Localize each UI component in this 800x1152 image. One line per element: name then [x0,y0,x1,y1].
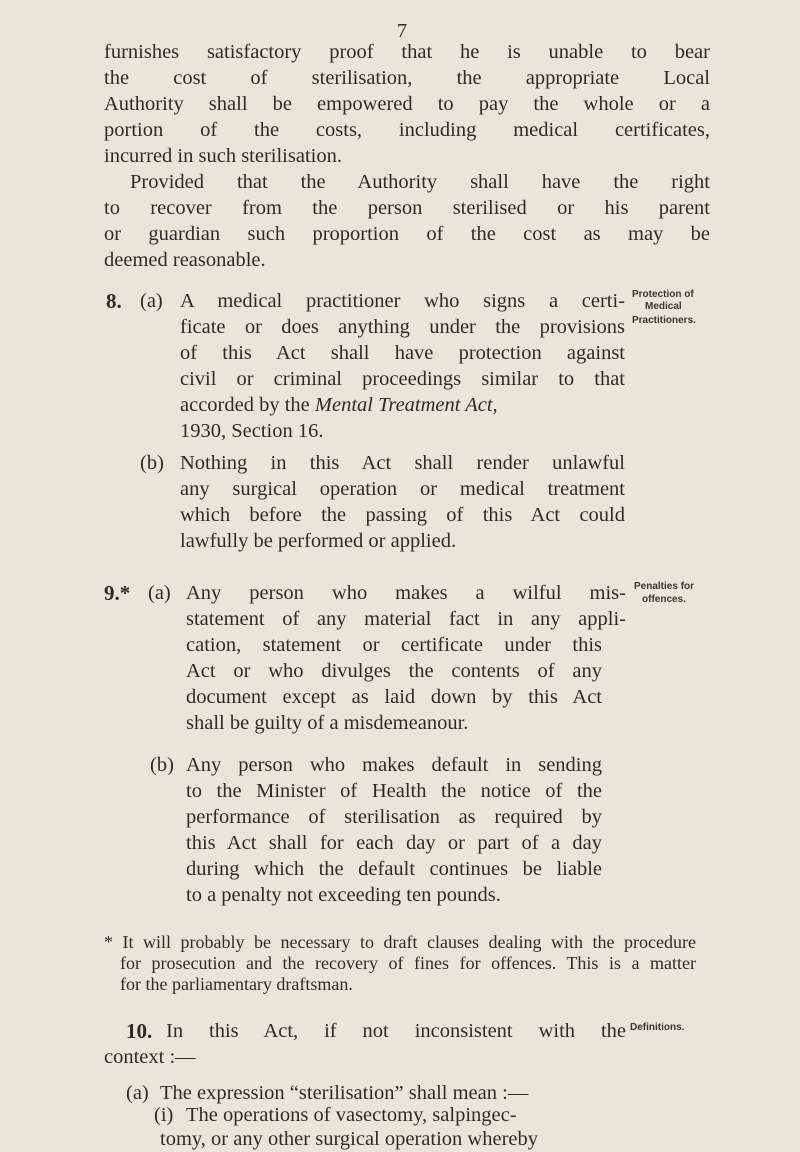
text-line: or guardian such proportion of the cost as may be [104,223,710,245]
section-number: 10. [126,1019,153,1043]
text-line: statement of any material fact in any appli- [186,608,626,630]
text-line: during which the default continues be liable [186,858,602,880]
clause-label: (b) [150,754,174,776]
text-line: ficate or does anything under the provisions [180,316,625,338]
section-number: 8. [106,289,122,313]
text-line: furnishes satisfactory proof that he is unable to bear [104,41,710,63]
text-fragment: accorded by the [180,394,310,416]
text-line: lawfully be performed or applied. [180,530,457,552]
clause-label: (b) [140,452,164,474]
text-line: performance of sterilisation as required by [186,806,602,828]
clause-label: (i) [154,1104,174,1126]
text-line: tomy, or any other surgical operation whereby [160,1128,538,1150]
text-line: to the Minister of Health the notice of the [186,780,602,802]
text-line [180,392,498,418]
text-line: The expression “sterilisation” shall mean :— [160,1082,529,1104]
text-line: portion of the costs, including medical certificates, [104,119,710,141]
text-line: Any person who makes default in sending [186,754,602,776]
text-line: this Act shall for each day or part of a day [186,832,602,854]
text-line: context :— [104,1046,196,1068]
text-line: shall be guilty of a misdemeanour. [186,712,469,734]
margin-note: Definitions. [630,1022,685,1033]
footnote-line: * It will probably be necessary to draft clauses dealing with the procedure [104,932,696,952]
text-line: Authority shall be empowered to pay the whole or a [104,93,710,115]
text-line: incurred in such sterilisation. [104,145,342,167]
clause-label: (a) [140,290,163,312]
margin-note: Medical [645,301,682,312]
text-line: Any person who makes a wilful mis- [186,582,626,604]
clause-label: (a) [148,582,171,604]
text-line: Nothing in this Act shall render unlawful [180,452,625,474]
text-line: cation, statement or certificate under this [186,634,602,656]
text-line: to recover from the person sterilised or his parent [104,197,710,219]
text-line: of this Act shall have protection against [180,342,625,364]
margin-note: Penalties for [634,581,695,592]
text-line: A medical practitioner who signs a certi- [180,290,625,312]
clause-label: (a) [126,1082,149,1104]
page-number: 7 [397,20,407,42]
cited-act: Mental Treatment Act, [314,394,498,416]
text-line: document except as laid down by this Act [186,686,602,708]
footnote-line: for the parliamentary draftsman. [120,974,353,994]
footnote-line: for prosecution and the recovery of fines for offences. This is a matter [120,953,696,973]
text-line: Act or who divulges the contents of any [186,660,602,682]
proviso-line: Provided that the Authority shall have the right [130,171,710,193]
section-number: 9.* [104,581,131,605]
text-line: the cost of sterilisation, the appropriate Local [104,67,710,89]
text-line: The operations of vasectomy, salpingec- [186,1104,517,1126]
margin-note: Protection of [632,289,694,300]
text-line: which before the passing of this Act could [180,504,625,526]
text-line: any surgical operation or medical treatment [180,478,625,500]
text-line: 1930, Section 16. [180,420,324,442]
text-line: to a penalty not exceeding ten pounds. [186,884,501,906]
margin-note: Practitioners. [632,315,696,326]
text-line: deemed reasonable. [104,249,266,271]
text-line: In this Act, if not inconsistent with the [166,1020,626,1042]
text-line: civil or criminal proceedings similar to that [180,368,625,390]
margin-note: offences. [642,594,686,605]
